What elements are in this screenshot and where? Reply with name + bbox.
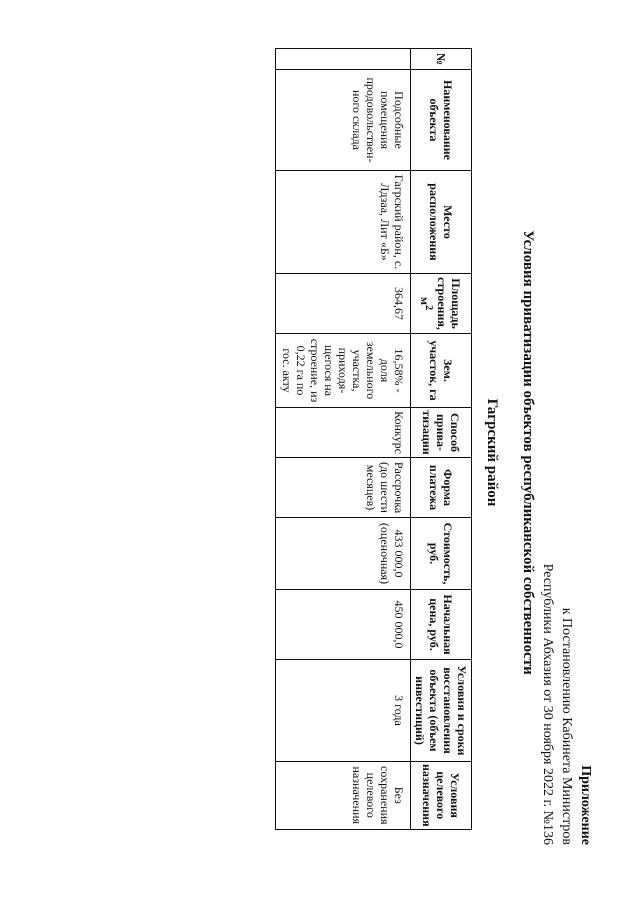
header-starting-price: Начальная цена, руб. (411, 590, 472, 660)
privatization-table (275, 48, 472, 830)
header-cost: Стоимость, руб. (411, 518, 472, 590)
annex-block (538, 564, 595, 845)
district-heading: Гагрский район (484, 398, 500, 507)
header-payment-form: Форма платежа (411, 458, 472, 518)
annex-line-1: к Постановлению Кабинета Министров (559, 607, 574, 845)
cell-restoration-terms: 3 года (276, 660, 411, 762)
header-number: № (411, 49, 472, 70)
table-row (276, 49, 411, 830)
header-purpose-terms: Условия целевого назначения (411, 762, 472, 830)
document-title: Условия приватизации объектов республиканской собственности (520, 230, 536, 675)
header-object-name: Наименование объекта (411, 70, 472, 171)
table-header-row (411, 49, 472, 830)
cell-privatization-method: Конкурс (276, 408, 411, 458)
annex-title: Приложение (578, 765, 593, 845)
header-location: Место расположения (411, 171, 472, 274)
cell-purpose-terms: Без сохранения целевого назначения (276, 762, 411, 830)
cell-building-area: 364,67 (276, 274, 411, 334)
header-restoration-terms: Условия и сроки восстановления объекта (объем инвестиций) (411, 660, 472, 762)
cell-cost: 433 000,0 (оценочная) (276, 518, 411, 590)
header-privatization-method: Способ прива-тизации (411, 408, 472, 458)
annex-line-2: Республики Абхазия от 30 ноября 2022 г. №136 (540, 563, 555, 845)
cell-number (276, 49, 411, 70)
header-land-plot: Зем. участок, га (411, 334, 472, 408)
cell-payment-form: Рассрочка (до шести месяцев) (276, 458, 411, 518)
cell-location: Гагрский район, с. Лдзаа, Лит «Б» (276, 171, 411, 274)
cell-object-name: Подсобные помещения продовольствен-ного склада (276, 70, 411, 171)
cell-starting-price: 450 000,0 (276, 590, 411, 660)
cell-land-plot: 16,58% - доля земельного участка, приходя-щегося на строение, из 0,22 га по гос. акту (276, 334, 411, 408)
header-building-area: Площадь строения, $м^2$ (411, 274, 472, 334)
